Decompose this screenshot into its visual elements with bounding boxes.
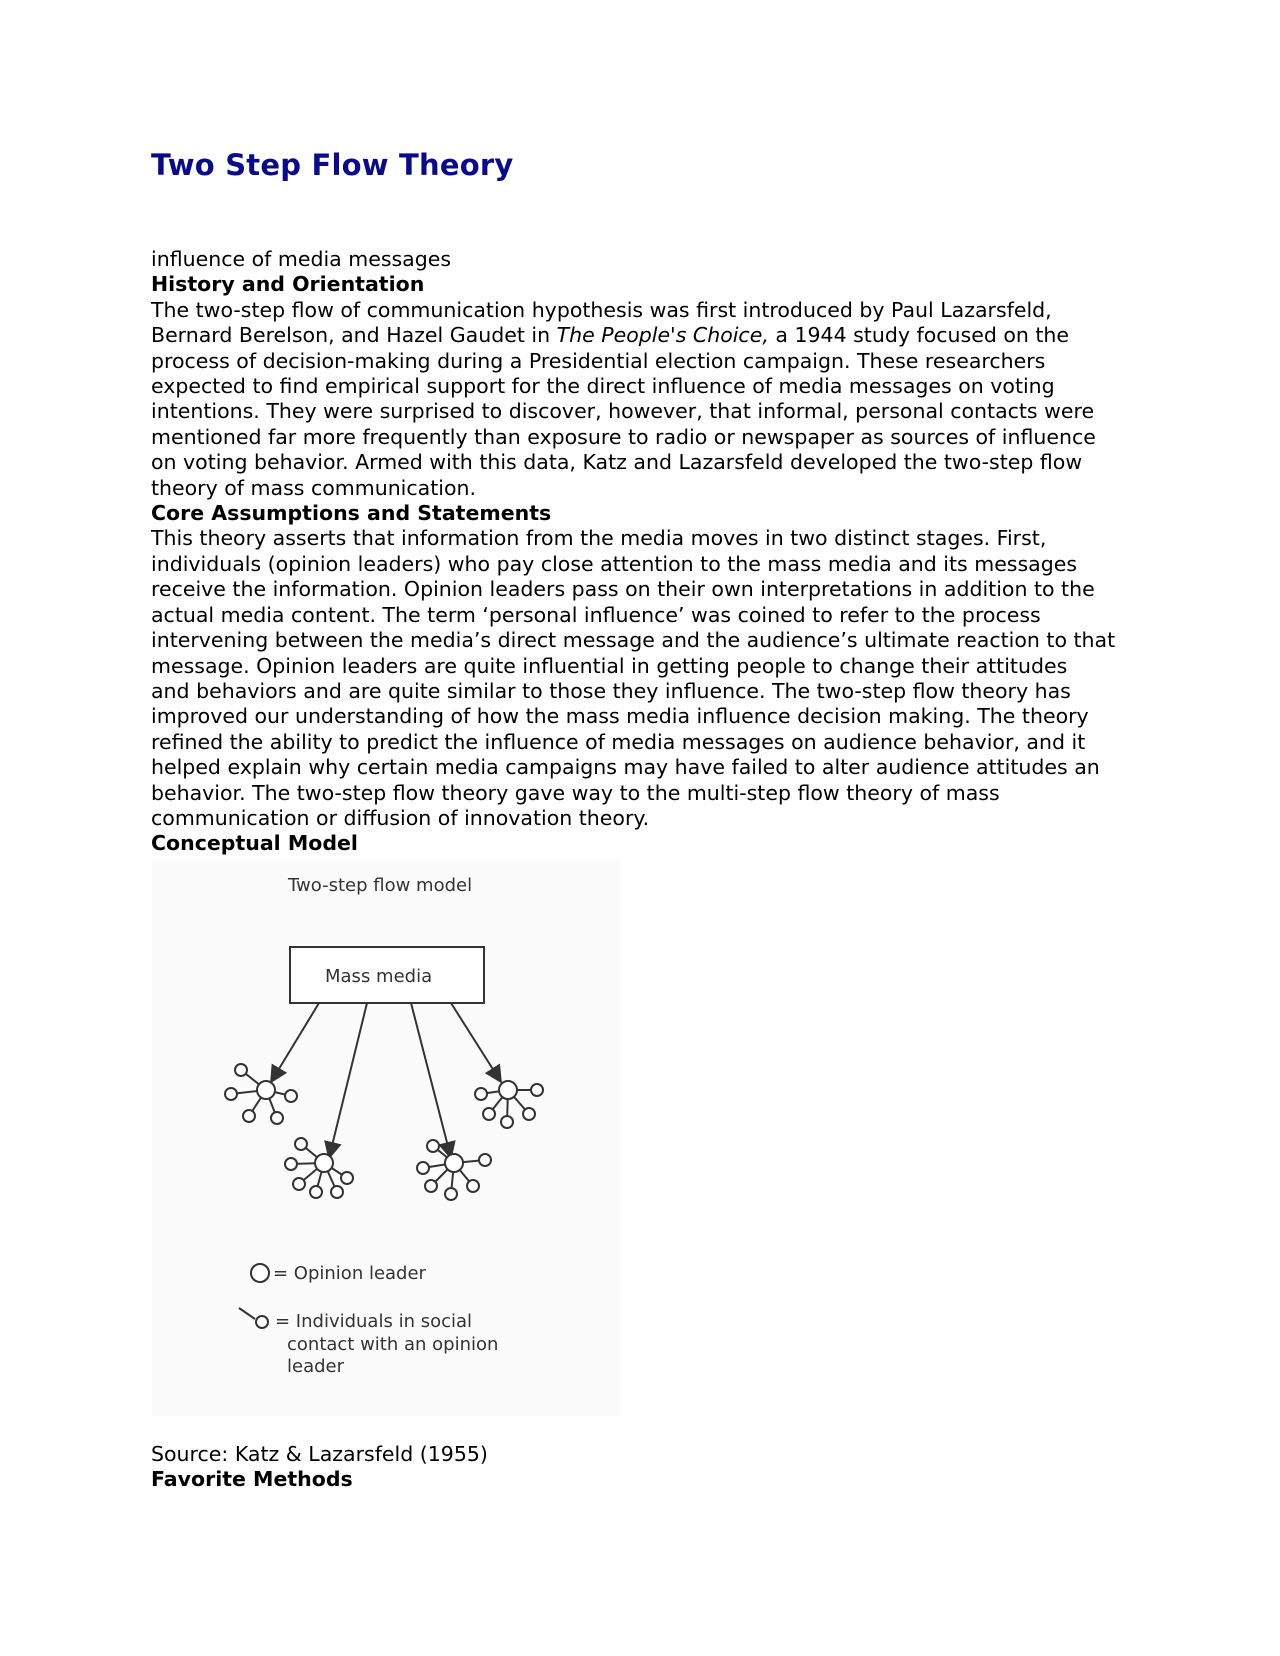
history-line-2 bbox=[151, 323, 1151, 348]
core-line-7: and behaviors and are quite similar to those they influence. The two-step flow theory has bbox=[151, 678, 1071, 703]
history-line-3: process of decision-making during a Presidential election campaign. These researchers bbox=[151, 348, 1046, 373]
legend-individual-icon bbox=[256, 1316, 268, 1328]
core-line-8: improved our understanding of how the mass media influence decision making. The theory bbox=[151, 704, 1089, 729]
history-line-6: mentioned far more frequently than exposure to radio or newspaper as sources of influence bbox=[151, 424, 1096, 449]
figure-background bbox=[151, 860, 621, 1416]
history-heading: History and Orientation bbox=[151, 272, 425, 297]
history-line-2-a: Bernard Berelson, and Hazel Gaudet in bbox=[151, 323, 557, 348]
core-line-10: helped explain why certain media campaigns may have failed to alter audience attitudes an bbox=[151, 755, 1100, 780]
opinion-leader-node-3 bbox=[445, 1154, 463, 1172]
methods-heading: Favorite Methods bbox=[151, 1467, 353, 1492]
core-line-6: message. Opinion leaders are quite influential in getting people to change their attitudes bbox=[151, 653, 1068, 678]
document-footer-section bbox=[151, 1442, 1151, 1493]
history-line-7: on voting behavior. Armed with this data, Katz and Lazarsfeld developed the two-step flow bbox=[151, 450, 1083, 475]
book-title: The People's Choice, bbox=[556, 323, 769, 348]
legend-individuals-label-3: leader bbox=[287, 1356, 345, 1377]
legend-individuals-label-1: = Individuals in social bbox=[275, 1311, 473, 1332]
figure-title: Two-step flow model bbox=[288, 875, 473, 896]
legend-opinion-leader bbox=[251, 1263, 427, 1284]
core-line-3: receive the information. Opinion leaders pass on their own interpretations in addition to the bbox=[151, 577, 1095, 602]
opinion-leader-node-1 bbox=[257, 1081, 275, 1099]
legend-individuals-label-2: contact with an opinion bbox=[287, 1334, 499, 1355]
two-step-flow-diagram bbox=[151, 860, 621, 1416]
core-line-5: intervening between the media’s direct message and the audience’s ultimate reaction to that bbox=[151, 628, 1116, 653]
history-line-1: The two-step flow of communication hypothesis was first introduced by Paul Lazarsfeld, bbox=[151, 297, 1052, 322]
history-line-2-b: a 1944 study focused on the bbox=[768, 323, 1070, 348]
mass-media-label: Mass media bbox=[325, 966, 433, 987]
core-line-12: communication or diffusion of innovation theory. bbox=[151, 805, 650, 830]
core-line-9: refined the ability to predict the influence of media messages on audience behavior, and it bbox=[151, 729, 1086, 754]
page-title: Two Step Flow Theory bbox=[151, 148, 514, 182]
model-heading: Conceptual Model bbox=[151, 831, 358, 856]
opinion-leader-node-4 bbox=[499, 1081, 517, 1099]
core-heading: Core Assumptions and Statements bbox=[151, 501, 552, 526]
core-line-1: This theory asserts that information from the media moves in two distinct stages. First, bbox=[151, 526, 1047, 551]
history-line-8: theory of mass communication. bbox=[151, 475, 476, 500]
two-step-flow-figure bbox=[151, 860, 621, 1416]
core-line-2: individuals (opinion leaders) who pay close attention to the mass media and its messages bbox=[151, 551, 1078, 576]
opinion-leader-node-2 bbox=[315, 1154, 333, 1172]
legend-opinion-leader-label: = Opinion leader bbox=[273, 1263, 426, 1284]
core-line-11: behavior. The two-step flow theory gave way to the multi-step flow theory of mass bbox=[151, 780, 1000, 805]
history-line-4: expected to find empirical support for the direct influence of media messages on voting bbox=[151, 374, 1055, 399]
source-line: Source: Katz & Lazarsfeld (1955) bbox=[151, 1442, 488, 1466]
history-line-5: intentions. They were surprised to discover, however, that informal, personal contacts were bbox=[151, 399, 1095, 424]
legend-opinion-leader-icon bbox=[251, 1264, 269, 1282]
intro-line: influence of media messages bbox=[151, 247, 452, 271]
document-body bbox=[151, 247, 1151, 857]
core-line-4: actual media content. The term ‘personal influence’ was coined to refer to the process bbox=[151, 602, 1041, 627]
